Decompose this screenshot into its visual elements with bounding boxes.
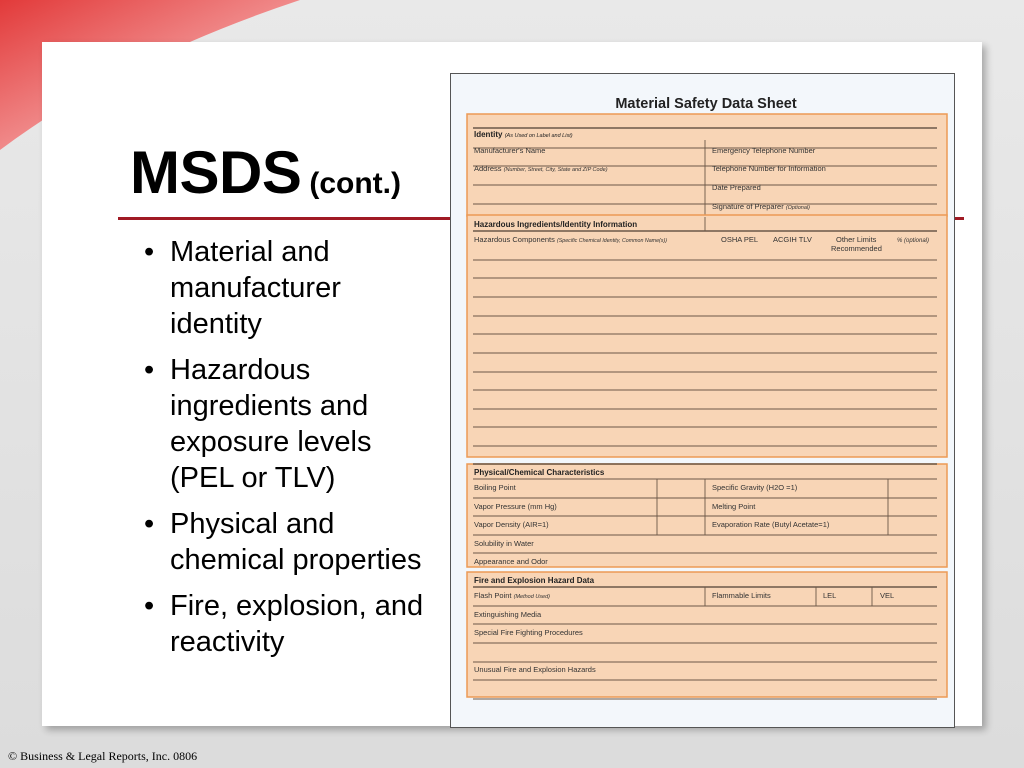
vapor-pressure-label: Vapor Pressure (mm Hg) [474,502,557,511]
date-prepared-label: Date Prepared [712,183,761,192]
manufacturer-name-label: Manufacturer's Name [474,146,546,155]
bullet-text: Hazardous ingredients and exposure levels (PEL or TLV) [170,354,372,494]
physical-heading: Physical/Chemical Characteristics [474,468,605,477]
flammable-limits-label: Flammable Limits [712,591,771,600]
osha-pel-label: OSHA PEL [721,235,759,244]
recommended-label: Recommended [831,244,882,253]
lel-label: LEL [823,591,837,600]
emergency-phone-label: Emergency Telephone Number [712,146,816,155]
evaporation-rate-label: Evaporation Rate (Butyl Acetate=1) [712,520,830,529]
percent-label: % (optional) [897,238,930,244]
melting-point-label: Melting Point [712,502,756,511]
physical-section [467,464,947,567]
title-sub: (cont.) [309,167,401,200]
other-limits-label: Other Limits [836,235,877,244]
bullet-item [140,234,430,342]
flash-point-label: Flash Point (Method Used) [474,591,551,600]
bullet-icon: • [144,354,155,386]
form-title: Material Safety Data Sheet [615,96,797,112]
hazardous-heading: Hazardous Ingredients/Identity Information [474,220,638,229]
bullet-list [140,234,430,670]
bullet-icon: • [144,590,155,622]
specific-gravity-label: Specific Gravity (H2O =1) [712,483,798,492]
identity-section [467,114,947,216]
special-procedures-label: Special Fire Fighting Procedures [474,628,583,637]
boiling-point-label: Boiling Point [474,483,516,492]
msds-form [451,74,954,727]
slide-title [130,138,401,207]
bullet-text: Physical and chemical properties [170,508,422,576]
unusual-hazards-label: Unusual Fire and Explosion Hazards [474,665,596,674]
info-phone-label: Telephone Number for Information [712,164,826,173]
bullet-text: Fire, explosion, and reactivity [170,590,424,658]
solubility-label: Solubility in Water [474,539,534,548]
identity-heading: Identity (As Used on Label and List) [474,130,573,139]
extinguishing-label: Extinguishing Media [474,610,542,619]
msds-form-image [450,73,955,728]
bullet-item [140,506,430,578]
title-main: MSDS [130,139,302,206]
hazardous-components-label: Hazardous Components (Specific Chemical Identity, Common Name(s)) [474,235,667,244]
bullet-icon: • [144,236,155,268]
appearance-label: Appearance and Odor [474,557,548,566]
address-label: Address (Number, Street, City, State and ZIP Code) [474,164,608,173]
acgih-tlv-label: ACGIH TLV [773,235,812,244]
vapor-density-label: Vapor Density (AIR=1) [474,520,549,529]
bullet-text: Material and manufacturer identity [170,236,341,340]
copyright-footer: © Business & Legal Reports, Inc. 0806 [8,749,198,763]
bullet-icon: • [144,508,155,540]
signature-label: Signature of Preparer (Optional) [712,202,810,211]
fire-heading: Fire and Explosion Hazard Data [474,576,595,585]
bullet-item [140,352,430,496]
bullet-item [140,588,430,660]
vel-label: VEL [880,591,895,600]
